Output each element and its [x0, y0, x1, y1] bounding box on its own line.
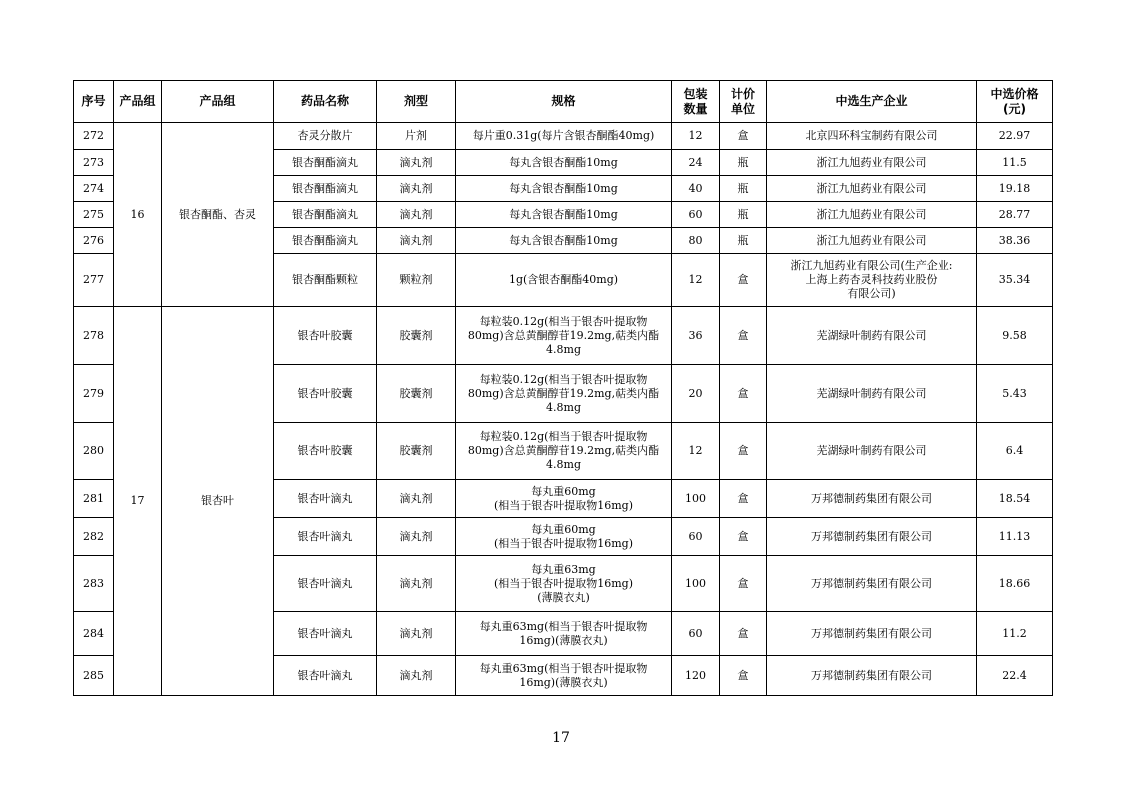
- header-pack-qty: 包装 数量: [672, 81, 720, 123]
- cell-price: 19.18: [977, 176, 1053, 202]
- cell-drug-name: 银杏叶滴丸: [274, 480, 377, 518]
- cell-spec: 每丸重60mg (相当于银杏叶提取物16mg): [456, 518, 672, 556]
- cell-price: 38.36: [977, 228, 1053, 254]
- header-spec: 规格: [456, 81, 672, 123]
- cell-pack-qty: 100: [672, 556, 720, 612]
- cell-no: 277: [74, 254, 114, 307]
- table-row: [74, 307, 1053, 365]
- cell-no: 281: [74, 480, 114, 518]
- page-number: 17: [552, 730, 570, 746]
- cell-drug-name: 银杏叶胶囊: [274, 365, 377, 423]
- cell-pack-qty: 40: [672, 176, 720, 202]
- cell-company: 万邦德制药集团有限公司: [767, 656, 977, 696]
- cell-spec: 每粒装0.12g(相当于银杏叶提取物 80mg)含总黄酮醇苷19.2mg,萜类内酯 4.8mg: [456, 423, 672, 480]
- cell-pack-qty: 60: [672, 612, 720, 656]
- cell-dosage-form: 滴丸剂: [377, 656, 456, 696]
- cell-spec: 每丸重63mg (相当于银杏叶提取物16mg) (薄膜衣丸): [456, 556, 672, 612]
- cell-dosage-form: 滴丸剂: [377, 176, 456, 202]
- cell-dosage-form: 滴丸剂: [377, 228, 456, 254]
- cell-price: 11.2: [977, 612, 1053, 656]
- cell-pack-qty: 120: [672, 656, 720, 696]
- cell-unit: 盒: [720, 307, 767, 365]
- header-drug-name: 药品名称: [274, 81, 377, 123]
- cell-dosage-form: 滴丸剂: [377, 556, 456, 612]
- cell-unit: 盒: [720, 365, 767, 423]
- cell-unit: 盒: [720, 656, 767, 696]
- cell-price: 11.13: [977, 518, 1053, 556]
- cell-price: 11.5: [977, 150, 1053, 176]
- cell-price: 5.43: [977, 365, 1053, 423]
- cell-spec: 1g(含银杏酮酯40mg): [456, 254, 672, 307]
- header-company: 中选生产企业: [767, 81, 977, 123]
- cell-company: 浙江九旭药业有限公司: [767, 202, 977, 228]
- cell-spec: 每丸含银杏酮酯10mg: [456, 176, 672, 202]
- cell-company: 万邦德制药集团有限公司: [767, 612, 977, 656]
- cell-spec: 每丸含银杏酮酯10mg: [456, 228, 672, 254]
- cell-drug-name: 银杏叶滴丸: [274, 518, 377, 556]
- cell-pack-qty: 100: [672, 480, 720, 518]
- cell-pack-qty: 24: [672, 150, 720, 176]
- cell-no: 279: [74, 365, 114, 423]
- cell-drug-name: 银杏酮酯滴丸: [274, 202, 377, 228]
- cell-spec: 每丸重63mg(相当于银杏叶提取物 16mg)(薄膜衣丸): [456, 656, 672, 696]
- cell-dosage-form: 滴丸剂: [377, 612, 456, 656]
- procurement-table: [73, 80, 1053, 696]
- cell-dosage-form: 胶囊剂: [377, 365, 456, 423]
- cell-drug-name: 杏灵分散片: [274, 123, 377, 150]
- cell-price: 22.97: [977, 123, 1053, 150]
- cell-price: 22.4: [977, 656, 1053, 696]
- cell-price: 18.66: [977, 556, 1053, 612]
- cell-pack-qty: 80: [672, 228, 720, 254]
- cell-drug-name: 银杏叶滴丸: [274, 612, 377, 656]
- cell-unit: 瓶: [720, 228, 767, 254]
- cell-company: 万邦德制药集团有限公司: [767, 480, 977, 518]
- cell-dosage-form: 片剂: [377, 123, 456, 150]
- cell-spec: 每粒装0.12g(相当于银杏叶提取物 80mg)含总黄酮醇苷19.2mg,萜类内酯 4.8mg: [456, 307, 672, 365]
- table-header-row: [74, 81, 1053, 123]
- header-dosage-form: 剂型: [377, 81, 456, 123]
- cell-unit: 瓶: [720, 202, 767, 228]
- header-unit: 计价 单位: [720, 81, 767, 123]
- cell-no: 278: [74, 307, 114, 365]
- cell-price: 9.58: [977, 307, 1053, 365]
- cell-unit: 瓶: [720, 150, 767, 176]
- cell-dosage-form: 滴丸剂: [377, 150, 456, 176]
- cell-dosage-form: 滴丸剂: [377, 480, 456, 518]
- cell-pack-qty: 36: [672, 307, 720, 365]
- cell-drug-name: 银杏叶胶囊: [274, 307, 377, 365]
- cell-company: 北京四环科宝制药有限公司: [767, 123, 977, 150]
- cell-no: 276: [74, 228, 114, 254]
- cell-pack-qty: 12: [672, 254, 720, 307]
- cell-no: 272: [74, 123, 114, 150]
- cell-no: 284: [74, 612, 114, 656]
- cell-dosage-form: 滴丸剂: [377, 202, 456, 228]
- cell-drug-name: 银杏叶滴丸: [274, 656, 377, 696]
- cell-spec: 每粒装0.12g(相当于银杏叶提取物 80mg)含总黄酮醇苷19.2mg,萜类内酯 4.8mg: [456, 365, 672, 423]
- cell-company: 浙江九旭药业有限公司: [767, 176, 977, 202]
- cell-dosage-form: 颗粒剂: [377, 254, 456, 307]
- cell-no: 274: [74, 176, 114, 202]
- cell-group-no: 17: [114, 307, 162, 696]
- cell-price: 35.34: [977, 254, 1053, 307]
- cell-dosage-form: 滴丸剂: [377, 518, 456, 556]
- cell-company: 芜湖绿叶制药有限公司: [767, 365, 977, 423]
- cell-price: 28.77: [977, 202, 1053, 228]
- cell-group-no: 16: [114, 123, 162, 307]
- cell-unit: 盒: [720, 612, 767, 656]
- cell-no: 273: [74, 150, 114, 176]
- cell-group-name: 银杏酮酯、杏灵: [162, 123, 274, 307]
- cell-company: 万邦德制药集团有限公司: [767, 556, 977, 612]
- header-price: 中选价格 (元): [977, 81, 1053, 123]
- cell-pack-qty: 60: [672, 518, 720, 556]
- cell-pack-qty: 20: [672, 365, 720, 423]
- cell-drug-name: 银杏酮酯滴丸: [274, 176, 377, 202]
- cell-drug-name: 银杏酮酯滴丸: [274, 150, 377, 176]
- cell-pack-qty: 12: [672, 123, 720, 150]
- cell-no: 275: [74, 202, 114, 228]
- cell-unit: 盒: [720, 254, 767, 307]
- cell-drug-name: 银杏酮酯滴丸: [274, 228, 377, 254]
- cell-dosage-form: 胶囊剂: [377, 307, 456, 365]
- table-body: [74, 123, 1053, 696]
- cell-dosage-form: 胶囊剂: [377, 423, 456, 480]
- cell-company: 芜湖绿叶制药有限公司: [767, 423, 977, 480]
- cell-spec: 每丸含银杏酮酯10mg: [456, 202, 672, 228]
- cell-unit: 盒: [720, 556, 767, 612]
- header-group-name: 产品组: [162, 81, 274, 123]
- cell-company: 芜湖绿叶制药有限公司: [767, 307, 977, 365]
- cell-unit: 盒: [720, 480, 767, 518]
- cell-drug-name: 银杏叶滴丸: [274, 556, 377, 612]
- cell-spec: 每丸重63mg(相当于银杏叶提取物 16mg)(薄膜衣丸): [456, 612, 672, 656]
- cell-drug-name: 银杏叶胶囊: [274, 423, 377, 480]
- cell-group-name: 银杏叶: [162, 307, 274, 696]
- cell-company: 万邦德制药集团有限公司: [767, 518, 977, 556]
- cell-company: 浙江九旭药业有限公司(生产企业: 上海上药杏灵科技药业股份 有限公司): [767, 254, 977, 307]
- header-group-no: 产品组: [114, 81, 162, 123]
- cell-unit: 盒: [720, 123, 767, 150]
- cell-company: 浙江九旭药业有限公司: [767, 150, 977, 176]
- cell-unit: 盒: [720, 518, 767, 556]
- header-no: 序号: [74, 81, 114, 123]
- cell-price: 18.54: [977, 480, 1053, 518]
- cell-spec: 每丸重60mg (相当于银杏叶提取物16mg): [456, 480, 672, 518]
- cell-price: 6.4: [977, 423, 1053, 480]
- cell-unit: 盒: [720, 423, 767, 480]
- cell-pack-qty: 60: [672, 202, 720, 228]
- cell-spec: 每丸含银杏酮酯10mg: [456, 150, 672, 176]
- cell-spec: 每片重0.31g(每片含银杏酮酯40mg): [456, 123, 672, 150]
- cell-pack-qty: 12: [672, 423, 720, 480]
- cell-no: 285: [74, 656, 114, 696]
- cell-no: 282: [74, 518, 114, 556]
- table-row: [74, 123, 1053, 150]
- cell-unit: 瓶: [720, 176, 767, 202]
- cell-drug-name: 银杏酮酯颗粒: [274, 254, 377, 307]
- cell-no: 283: [74, 556, 114, 612]
- cell-no: 280: [74, 423, 114, 480]
- cell-company: 浙江九旭药业有限公司: [767, 228, 977, 254]
